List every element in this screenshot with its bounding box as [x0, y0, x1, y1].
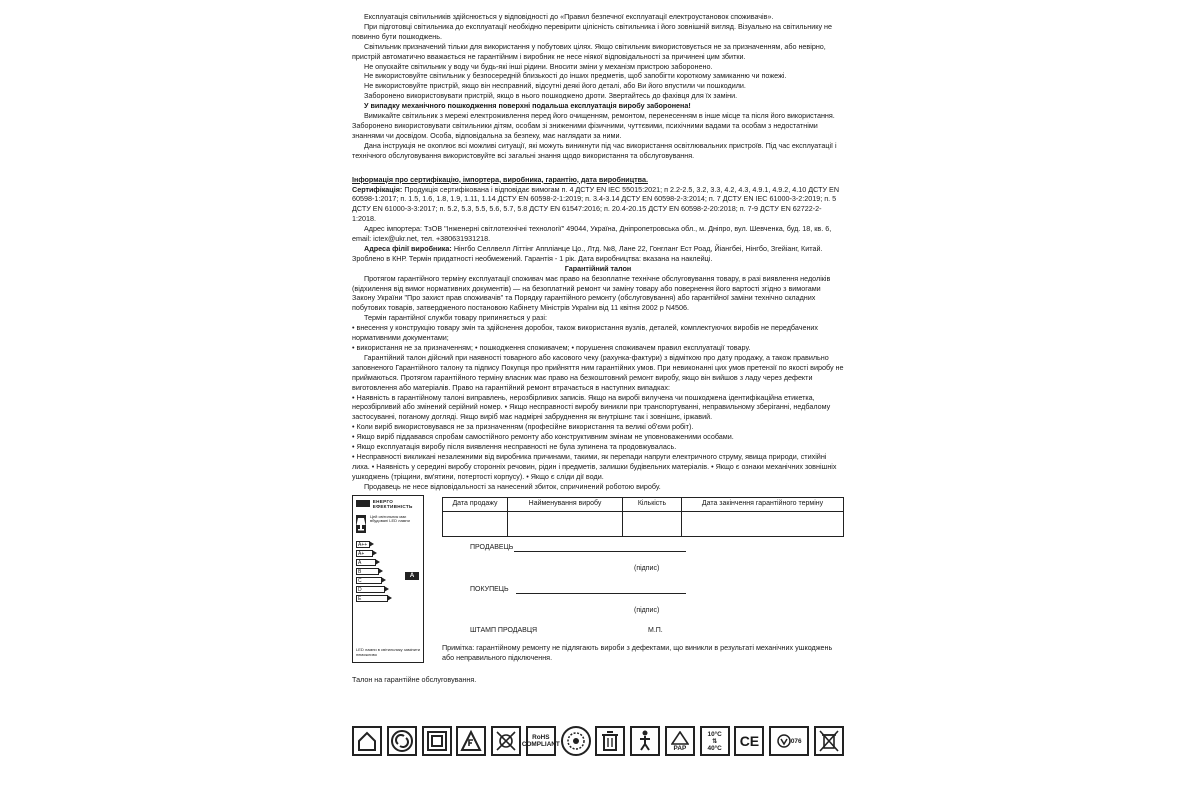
energy-class-indicator: A	[405, 572, 419, 580]
temp-arrows-icon: ⇅	[711, 737, 718, 745]
rohs-icon: RoHS COMPLIANT	[526, 726, 556, 756]
warranty-case: • Якщо експлуатація виробу після виявлення несправності не була зупинена та продовжувалась.	[352, 442, 677, 452]
waste-bin-icon	[595, 726, 625, 756]
table-header: Найменування виробу	[508, 497, 623, 511]
stamp-label: ШТАМП ПРОДАВЦЯ	[470, 626, 538, 634]
table-cell[interactable]	[682, 511, 844, 536]
double-insulation-icon	[422, 726, 452, 756]
coupon-footer: Талон на гарантійне обслуговування.	[352, 674, 477, 684]
warranty-case: • Якщо виріб піддавався спробам самостійного ремонту або конструктивним змінам не уповноваженими особами.	[352, 432, 734, 442]
lamp-icon	[356, 515, 366, 533]
temp-bottom: 40°C	[707, 744, 722, 752]
instruction-line: Не використовуйте пристрій, якщо він несправний, відсутні деякі його деталі, або Ви його впустили чи пошкодили.	[364, 81, 746, 91]
certification-seal-icon	[561, 726, 591, 756]
table-header: Дата закінчення гарантійного терміну	[682, 497, 844, 511]
certification-text	[352, 185, 844, 225]
indoor-use-icon	[352, 726, 382, 756]
f-mark-icon	[456, 726, 486, 756]
eu-flag-icon	[356, 500, 370, 507]
coupon-title: Гарантійний талон	[564, 263, 632, 273]
warranty-bullet: • використання не за призначенням; • пошкодження споживачем; • порушення споживачем правил експлуатації товару.	[352, 343, 751, 352]
no-dimmer-icon	[491, 726, 521, 756]
instruction-line: Світильник призначений тільки для використання у побутових цілях. Якщо світильник використовується не за призначенням, або невірно, пристрій автоматично вважається не гарантійним і виробник не несе ніякої відповідальності за причинені цим збитки.	[352, 41, 826, 61]
cert-body: Продукція сертифікована і відповідає вимогам п. 4 ДСТУ EN IEC 55015:2021; п 2.2-2.5, 3.2, 3.3, 4.2, 4.3, 4.9.1, 4.9.2, 4.10 ДСТУ EN 60598-1:2017; п. 1.5, 1.6, 1.8, 1.9, 1.11, 1.14 ДСТУ EN 60598-2-1:2019; п. 3.4-3.14 ДСТУ EN 60598-2-3:2014; п. 7 ДСТУ EN IEC 61000-3-2:2019; п. 5 ДСТУ EN 61000-3-3:2017; п. 5.2, 5.3, 5.5, 5.6, 5.7, 5.8 ДСТУ EN 61547:2016; п. 20.4-20.15 ДСТУ EN 60598-2-20:2018; п. 7-9 ДСТУ EN 62722-2-1:2018.	[352, 184, 840, 224]
warranty-bullet: • внесення у конструкцію товару змін та здійснення доробок, також використання вузлів, деталей, комплектуючих виробів не передбачених нормативними документами;	[352, 323, 819, 343]
instruction-line: Дана інструкція не охоплює всі можливі ситуації, які можуть виникнути під час використання освітлювальних пристроїв. Під час експлуатації і технічного обслуговування використовуйте всі загальні знання щодо використання та обслуговування.	[352, 140, 837, 160]
pap-recycle-icon	[665, 726, 695, 756]
table-cell[interactable]	[443, 511, 508, 536]
symbol-row	[352, 726, 844, 766]
table-header: Дата продажу	[443, 497, 508, 511]
warranty-coupon	[352, 495, 844, 671]
energy-class: B	[356, 568, 379, 575]
energy-class: E	[356, 595, 388, 602]
instruction-line: При підготовці світильника до експлуатації необхідно перевірити цілісність світильника і його зовнішній вигляд. Візуально на світильнику не повинно бути пошкоджень.	[352, 21, 832, 41]
table-cell[interactable]	[508, 511, 623, 536]
leaflet-page	[352, 12, 844, 794]
branch-body: Нінгбо Селлвелл Літтінг Аппліанце Цо., Лтд. №8, Лане 22, Гонгланг Ест Роад, Йіангбеі, Нінгбо, Згейіанг, Китай. Зроблено в КНР. Термін придатності необмежений. Гарантія - 1 рік. Дата виробництва: вказана на наклейці.	[352, 243, 823, 263]
warranty-line: Протягом гарантійного терміну експлуатації споживач має право на безоплатне технічне обслуговування товару, в разі виявлення недоліків (відхилення від вимог нормативних документів) — на безоплатний ремонт чи заміну товару або повернення його вартості згідно з вимогами Закону України "Про захист прав споживачів" та Порядку гарантійного ремонту (обслуговування) або гарантійної заміни технічно складних побутових товарів, затвердженого постановою Кабінету Міністрів України від 11 квітня 2002 р N4506.	[352, 273, 831, 313]
instruction-line: Заборонено використовувати пристрій, якщо в нього пошкоджено дроти. Звертайтесь до фахівця для їх заміни.	[364, 91, 738, 101]
branch-text	[352, 244, 844, 264]
warranty-case: • Несправності викликані незалежними від виробника причинами, такими, як перепади напруги електричного струму, явища природи, стихійні лиха. • Наявність у середині виробу сторонніх речовин, рідин і предметів, залишки будівельних матеріалів. • Якщо є ознаки механічних зовнішніх ушкоджень (тріщини, вм'ятини, потертості корпусу). • Якщо є сліди дії води.	[352, 451, 837, 481]
info-heading: Інформація про сертифікацію, імпортера, виробника, гарантію, дата виробництва.	[352, 174, 648, 184]
seller-signature-line[interactable]	[514, 551, 686, 552]
energy-class: A++	[356, 541, 370, 548]
instruction-line: Вимикайте світильник з мережі електроживлення перед його очищенням, ремонтом, перенесенням в інше місце та після його використання. Заборонено використовувати світильники дітям, особам зі зниженими фізичними, чуттєвими, психічними вадами та особам з недостатніми знаннями чи досвідом. Особа, відповідальна за безпеку, має наглядати за ними.	[352, 111, 835, 140]
pap-label: PAP	[673, 744, 687, 752]
figure-icon	[630, 726, 660, 756]
buyer-signature-line[interactable]	[516, 593, 686, 594]
energy-title: ЕНЕРГО ЕФЕКТИВНІСТЬ	[372, 498, 413, 509]
table-header: Кількість	[623, 497, 682, 511]
table-row	[443, 511, 844, 536]
warranty-line: Термін гарантійної служби товару припиняється у разі:	[364, 313, 547, 323]
warranty-case: • Коли виріб використовувався не за призначенням (професійне використання та великі об'єми робіт).	[352, 422, 694, 432]
ukrsepro-mark-icon	[769, 726, 809, 756]
temp-top: 10°C	[707, 730, 722, 738]
warranty-case: • Наявність в гарантійному талоні виправлень, нерозбірливих записів. Якщо на виробі вилучена чи пошкоджена ідентифікаційна етикетка, нерозбірливий або змінений серійний номер. • Якщо несправності виробу виникли при транспортуванні, неправильному зберіганні, недбалому застосуванні, поганому догляді. Якщо виріб має надмірні забруднення як внутрішнє так і зовнішнє, іржавий.	[352, 392, 831, 422]
energy-footer: LED лампи в світильнику замінити неможливо	[356, 647, 421, 657]
signature-caption: (підпис)	[634, 606, 660, 614]
crossed-bin-icon	[814, 726, 844, 756]
instruction-line: Експлуатація світильників здійснюється у відповідності до «Правил безпечної експлуатації електроустановок споживачів».	[364, 12, 774, 21]
buyer-label: ПОКУПЕЦЬ	[470, 585, 509, 593]
table-cell[interactable]	[623, 511, 682, 536]
mp-label: М.П.	[648, 626, 663, 634]
energy-label	[352, 495, 424, 663]
seller-note: Продавець не несе відповідальності за нанесений збиток, спричинений роботою виробу.	[364, 481, 661, 491]
sale-table	[442, 497, 844, 537]
signature-caption: (підпис)	[634, 564, 660, 572]
warning-bold: У випадку механічного пошкодження поверхні подальша експлуатація виробу заборонена!	[364, 101, 691, 111]
instruction-line: Не опускайте світильник у воду чи будь-які інші рідини. Вносити зміни у механізм пристрою заборонено.	[364, 61, 713, 71]
temperature-range-icon	[700, 726, 730, 756]
seller-label: ПРОДАВЕЦЬ	[470, 543, 514, 551]
cert-label: Сертифікація:	[352, 184, 403, 194]
importer-text: Адрес імпортера: ТзОВ "Інженерні світлотехнічні технології" 49044, Україна, Дніпропетровська обл., м. Дніпро, вул. Шевченка, буд. 18, кв. 6, email: ictex@ukr.net, тел. +380631931218.	[352, 224, 832, 244]
coupon-note: Примітка: гарантійному ремонту не підлягають вироби з дефектами, що виникли в результаті механічних ушкоджень або неправильного підключення.	[442, 642, 833, 662]
energy-class: D	[356, 586, 385, 593]
instruction-line: Не використовуйте світильник у безпосередній близькості до інших предметів, щоб запобігти короткому замиканню чи пожежі.	[364, 71, 787, 81]
energy-class: A	[356, 559, 376, 566]
lamp-text: Цей світильник має вбудовані LED лампи	[370, 513, 410, 524]
branch-label: Адреса філії виробника:	[364, 243, 452, 253]
ukrsepro-code: 076	[790, 737, 802, 745]
warranty-line: Гарантійний талон дійсний при наявності товарного або касового чеку (рахунка-фактури) з відміткою про дату продажу, а також правильно заповненого Гарантійного талону та підпису Покупця про прийняття ним гарантійних умов. При невиконанні цих умов претензії по якості виробу не приймаються. Протягом гарантійного терміну власник має право на безкоштовний ремонт виробу, якщо він вийшов з ладу через дефекти виготовлення або матеріалів. Право на гарантійний ремонт втрачається в наступних випадках:	[352, 352, 844, 392]
energy-class: C	[356, 577, 382, 584]
energy-class: A+	[356, 550, 373, 557]
recycle-circle-icon	[387, 726, 417, 756]
ce-mark-icon: CE	[734, 726, 764, 756]
